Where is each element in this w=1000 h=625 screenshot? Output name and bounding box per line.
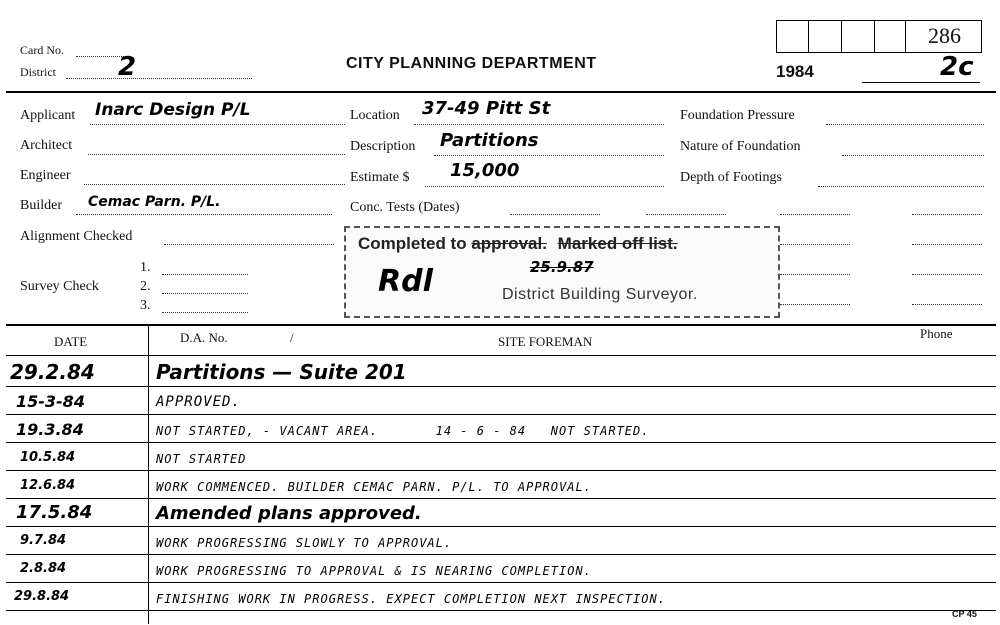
builder-label: Builder xyxy=(20,198,62,213)
survey-line-3 xyxy=(162,312,248,313)
row-date: 2.8.84 xyxy=(20,561,67,576)
builder-value: Cemac Parn. P/L. xyxy=(88,194,221,210)
architect-line xyxy=(88,154,345,155)
survey-label: Survey Check xyxy=(20,279,99,294)
engineer-label: Engineer xyxy=(20,168,71,183)
row-entry: NOT STARTED, - VACANT AREA. 14 - 6 - 84 NOT STARTED. xyxy=(156,424,650,438)
row-line xyxy=(6,582,996,583)
survey-item-1: 1. xyxy=(140,260,151,275)
district-value: 2 xyxy=(118,52,137,82)
row-line xyxy=(6,386,996,387)
phone-header: Phone xyxy=(920,326,953,341)
applicant-label: Applicant xyxy=(20,108,76,123)
blank-line xyxy=(780,274,850,275)
blank-line xyxy=(912,274,982,275)
applicant-value: Inarc Design P/L xyxy=(95,100,251,120)
builder-line xyxy=(76,214,332,215)
table-header-rule xyxy=(6,355,996,356)
conc-tests-line-2 xyxy=(646,214,726,215)
district-label: District xyxy=(20,65,56,79)
row-date: 15-3-84 xyxy=(16,392,85,411)
da-slash: / xyxy=(290,330,294,345)
card-no-label: Card No. xyxy=(20,43,64,57)
page-title: CITY PLANNING DEPARTMENT xyxy=(346,55,597,72)
row-date: 19.3.84 xyxy=(16,420,84,439)
stamp-marked: Marked off list. xyxy=(557,234,678,253)
location-value: 37-49 Pitt St xyxy=(422,98,551,119)
alignment-line xyxy=(164,244,334,245)
stamp-date: 25.9.87 xyxy=(530,258,594,276)
survey-item-2: 2. xyxy=(140,279,151,294)
location-label: Location xyxy=(350,108,400,123)
row-entry: FINISHING WORK IN PROGRESS. EXPECT COMPLETION NEXT INSPECTION. xyxy=(156,592,666,606)
card-number: 286 xyxy=(928,23,961,48)
date-header: DATE xyxy=(54,334,88,349)
row-entry: Amended plans approved. xyxy=(156,503,422,524)
depth-footings-line xyxy=(818,186,984,187)
stamp-signature: Rdl xyxy=(378,264,433,299)
year: 1984 xyxy=(776,62,814,81)
row-date: 29.2.84 xyxy=(10,360,95,384)
conc-tests-line-1 xyxy=(510,214,600,215)
foreman-header: SITE FOREMAN xyxy=(498,334,593,349)
box-divider xyxy=(905,20,906,52)
blank-line xyxy=(780,244,850,245)
row-date: 10.5.84 xyxy=(20,450,76,465)
description-label: Description xyxy=(350,139,416,154)
stamp-surveyor: District Building Surveyor. xyxy=(502,286,698,303)
engineer-line xyxy=(84,184,345,185)
stamp-text xyxy=(358,234,678,254)
alignment-label: Alignment Checked xyxy=(20,229,133,244)
nature-foundation-label: Nature of Foundation xyxy=(680,139,801,154)
row-date: 9.7.84 xyxy=(20,533,67,548)
row-line xyxy=(6,610,996,611)
blank-line xyxy=(912,244,982,245)
row-line xyxy=(6,554,996,555)
blank-line xyxy=(780,304,850,305)
conc-tests-line-4 xyxy=(912,214,982,215)
card-mark: 2c xyxy=(940,52,974,82)
description-value: Partitions xyxy=(440,130,539,151)
description-line xyxy=(434,155,664,156)
box-divider xyxy=(874,20,875,52)
blank-line xyxy=(912,304,982,305)
row-entry: APPROVED. xyxy=(156,394,241,410)
foundation-pressure-label: Foundation Pressure xyxy=(680,108,795,123)
row-line xyxy=(6,442,996,443)
row-entry: WORK PROGRESSING SLOWLY TO APPROVAL. xyxy=(156,536,453,550)
row-date: 29.8.84 xyxy=(14,589,70,604)
row-entry: WORK COMMENCED. BUILDER CEMAC PARN. P/L. TO APPROVAL. xyxy=(156,480,592,494)
row-entry: WORK PROGRESSING TO APPROVAL & IS NEARING COMPLETION. xyxy=(156,564,592,578)
stamp-completed: Completed to xyxy=(358,234,467,253)
year-line xyxy=(862,82,980,83)
stamp-approval: approval. xyxy=(471,234,547,253)
row-line xyxy=(6,470,996,471)
row-entry: Partitions — Suite 201 xyxy=(156,360,407,384)
estimate-line xyxy=(425,186,664,187)
row-date: 12.6.84 xyxy=(20,478,76,493)
survey-line-2 xyxy=(162,293,248,294)
foundation-pressure-line xyxy=(826,124,984,125)
box-divider xyxy=(808,20,809,52)
card-no-line xyxy=(76,56,124,57)
row-line xyxy=(6,414,996,415)
table-column-divider xyxy=(148,324,149,624)
da-header: D.A. No. xyxy=(180,330,228,345)
conc-tests-label: Conc. Tests (Dates) xyxy=(350,200,460,215)
applicant-line xyxy=(90,124,345,125)
form-code: CP 45 xyxy=(952,609,977,619)
conc-tests-line-3 xyxy=(780,214,850,215)
nature-foundation-line xyxy=(842,155,984,156)
architect-label: Architect xyxy=(20,138,73,153)
row-date: 17.5.84 xyxy=(16,502,93,523)
table-top-rule xyxy=(6,324,996,326)
location-line xyxy=(414,124,664,125)
survey-line-1 xyxy=(162,274,248,275)
estimate-label: Estimate $ xyxy=(350,170,410,185)
survey-item-3: 3. xyxy=(140,298,151,313)
district-line xyxy=(66,78,252,79)
estimate-value: 15,000 xyxy=(450,160,520,181)
box-divider xyxy=(841,20,842,52)
row-line xyxy=(6,526,996,527)
row-line xyxy=(6,498,996,499)
row-entry: NOT STARTED xyxy=(156,452,247,466)
depth-footings-label: Depth of Footings xyxy=(680,170,782,185)
header-divider xyxy=(6,91,996,93)
